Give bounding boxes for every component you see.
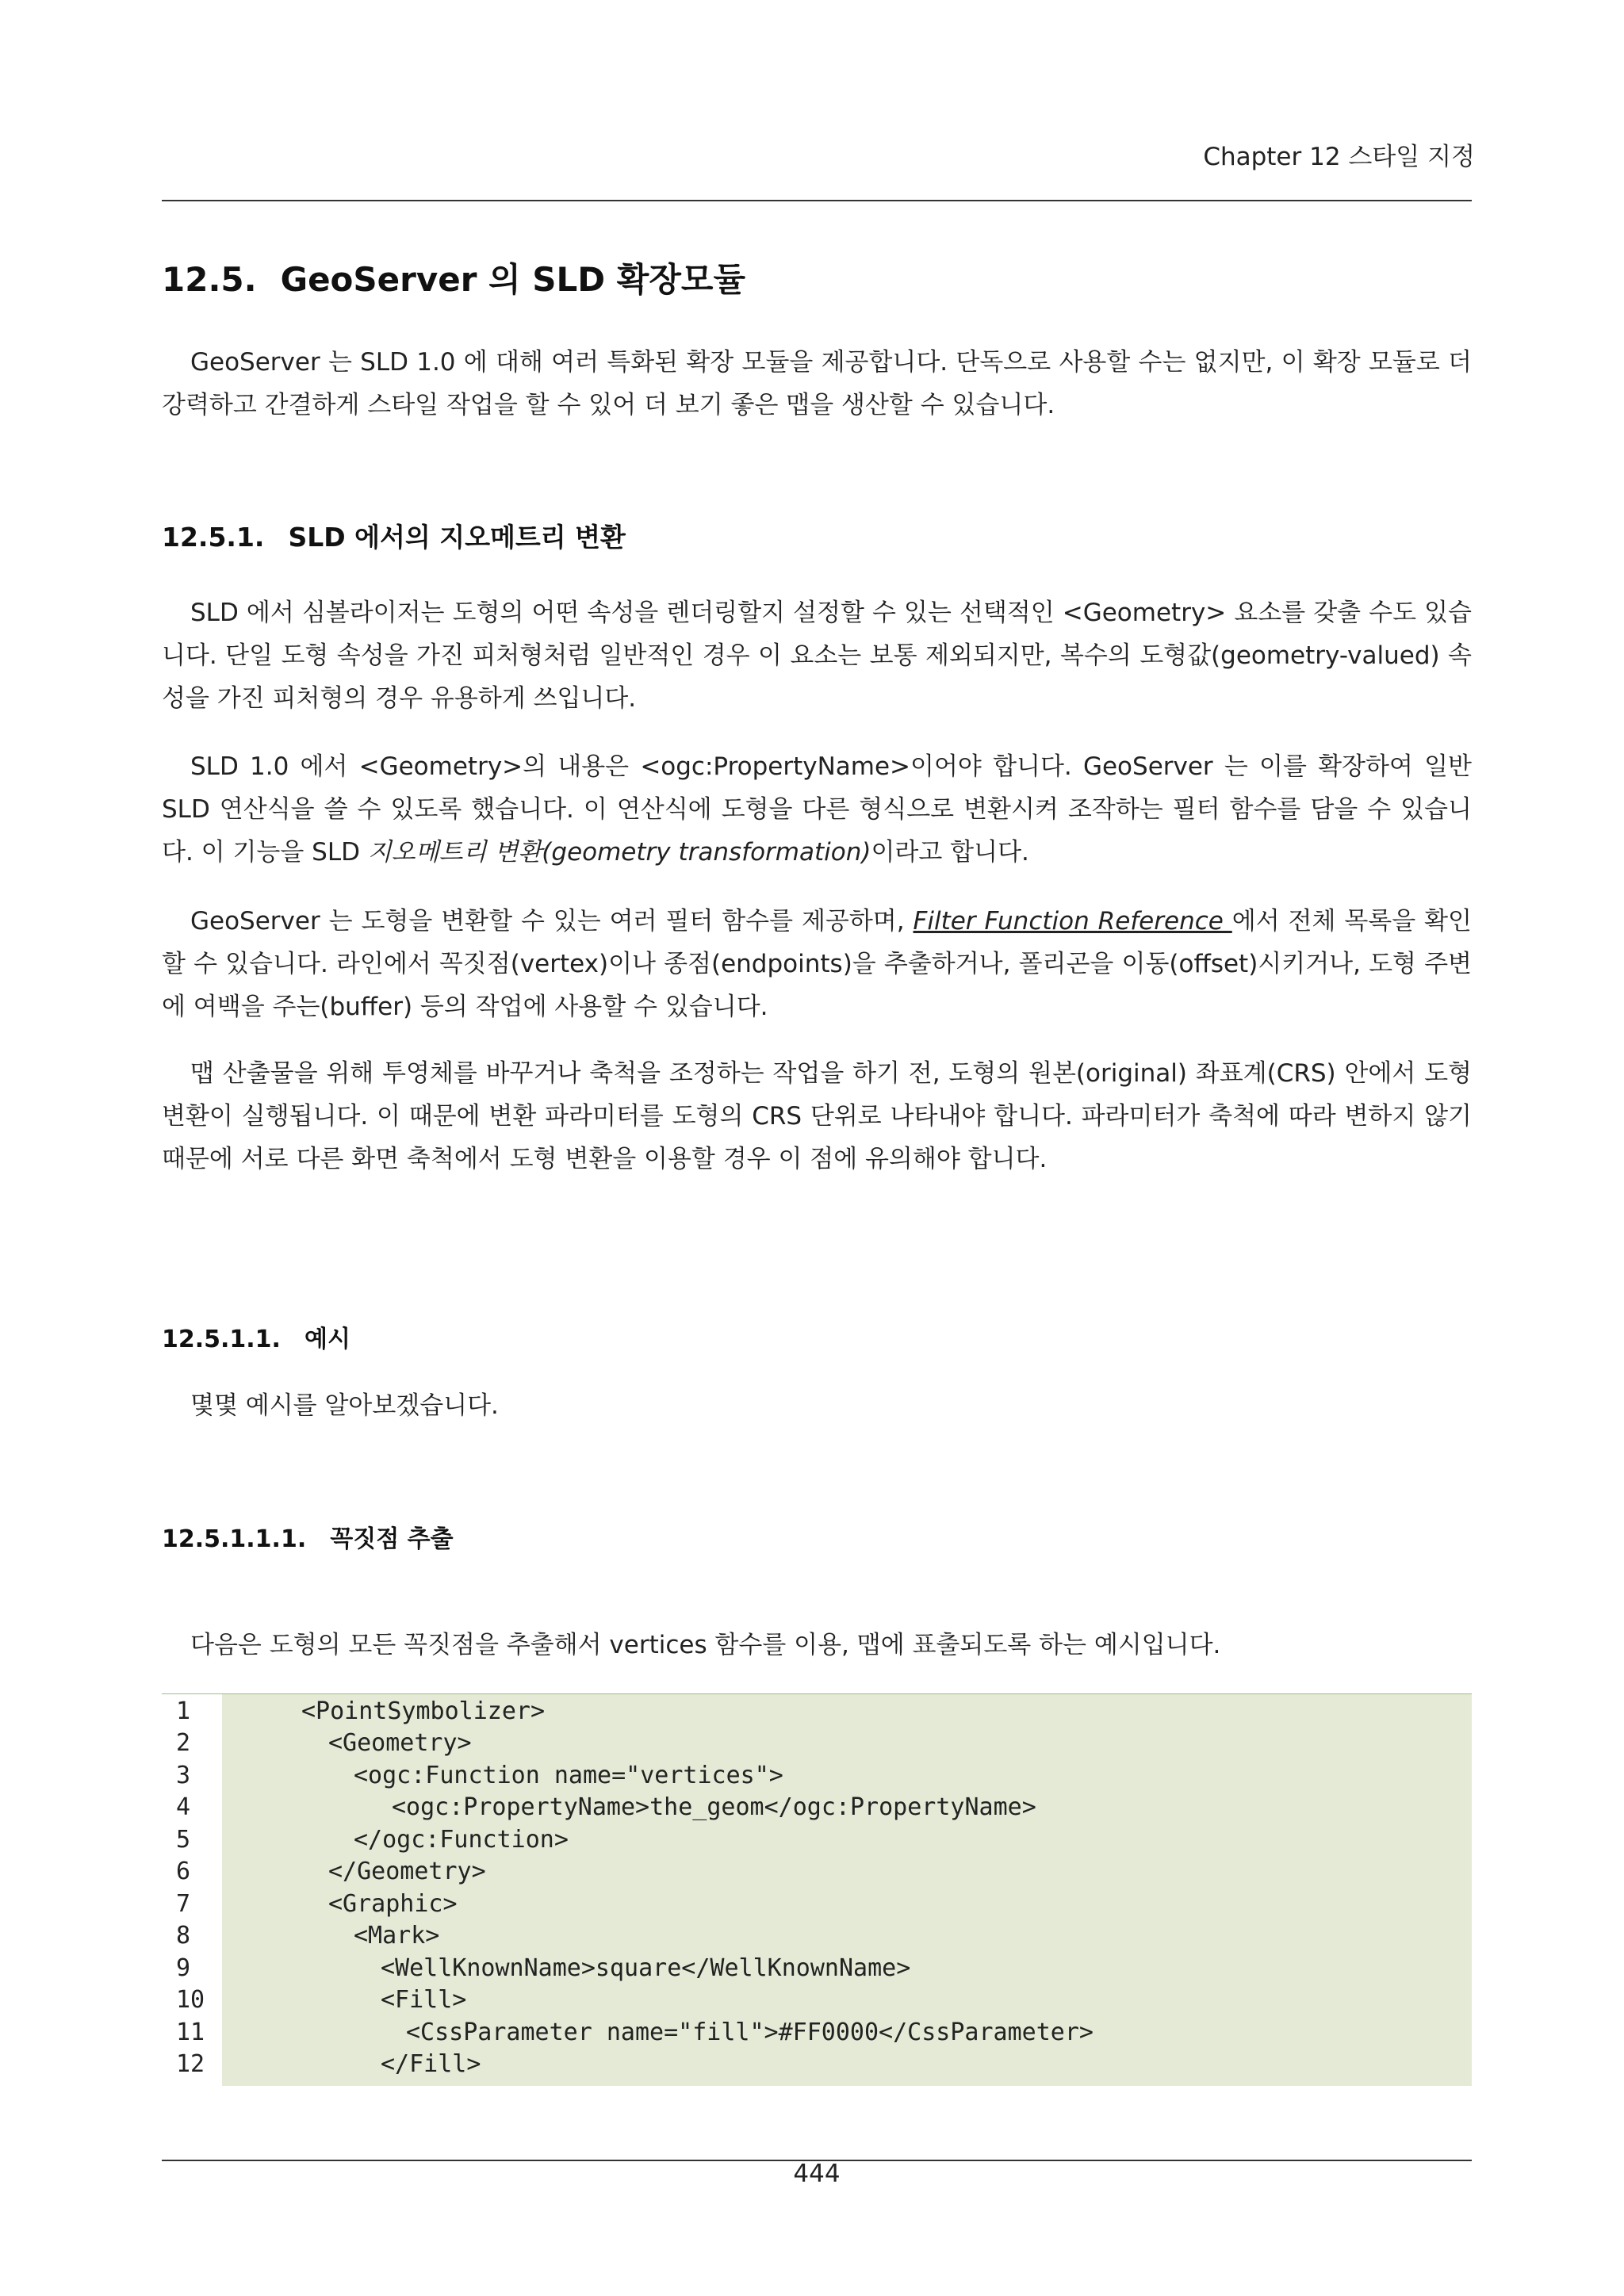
para3-before: SLD 1.0 에서 <Geometry>의 내용은 <ogc:PropertyName>이어야 합니다. GeoServer 는 이를 확장하여 일반 SLD 연산식을 쓸 수 있도록 했습니다. 이 연산식에 도형을 다른 형식으로 변환시켜 조작하는 필터 함수를 담을 수 있습니다. 이 기능을 SLD — [162, 752, 1472, 867]
line-number: 3 — [176, 1762, 191, 1789]
subsection-number: 12.5.1. — [162, 522, 265, 553]
code-block — [162, 1693, 1472, 2086]
geometry-element-paragraph: SLD 에서 심볼라이저는 도형의 어떤 속성을 렌더링할지 설정할 수 있는 선택적인 <Geometry> 요소를 갖출 수도 있습니다. 단일 도형 속성을 가진 피처형처럼 일반적인 경우 이 요소는 보통 제외되지만, 복수의 도형값(geometry-valued) 속성을 가진 피처형의 경우 유용하게 쓰입니다. — [162, 599, 1472, 713]
para4-before: GeoServer 는 도형을 변환할 수 있는 여러 필터 함수를 제공하며, — [190, 907, 914, 936]
code-line: <WellKnownName>square</WellKnownName> — [381, 1954, 911, 1982]
subsection-title: SLD 에서의 지오메트리 변환 — [288, 522, 626, 553]
filter-function-paragraph — [162, 900, 1472, 1028]
extract-heading — [162, 1519, 454, 1554]
extract-number: 12.5.1.1.1. — [162, 1525, 307, 1553]
code-body — [222, 1694, 1472, 2086]
line-number: 11 — [176, 2019, 205, 2046]
line-number: 8 — [176, 1922, 191, 1950]
subsection-heading — [162, 517, 626, 554]
line-number: 7 — [176, 1890, 191, 1918]
code-line: <Mark> — [354, 1922, 440, 1950]
para4-after: 에서 전체 목록을 확인할 수 있습니다. 라인에서 꼭짓점(vertex)이나 종점(endpoints)을 추출하거나, 폴리곤을 이동(offset)시키거나, 도형 주변에 여백을 주는(buffer) 등의 작업에 사용할 수 있습니다. — [162, 907, 1472, 1021]
line-number: 6 — [176, 1858, 191, 1885]
section-heading — [162, 254, 745, 301]
page-number: 444 — [793, 2160, 841, 2188]
filter-function-reference-link[interactable]: Filter Function Reference — [913, 907, 1232, 936]
line-number: 5 — [176, 1826, 191, 1854]
line-number: 10 — [176, 1986, 205, 2014]
code-line: <ogc:PropertyName>the_geom</ogc:PropertyName> — [392, 1793, 1036, 1821]
geometry-transformation-paragraph — [162, 745, 1472, 874]
example-number: 12.5.1.1. — [162, 1326, 281, 1353]
section-number: 12.5. — [162, 260, 257, 299]
crs-paragraph: 맵 산출물을 위해 투영체를 바꾸거나 축척을 조정하는 작업을 하기 전, 도형의 원본(original) 좌표계(CRS) 안에서 도형 변환이 실행됩니다. 이 때문에 변환 파라미터를 도형의 CRS 단위로 나타내야 합니다. 파라미터가 축척에 따라 변하지 않기 때문에 서로 다른 화면 축척에서 도형 변환을 이용할 경우 이 점에 유의해야 합니다. — [162, 1059, 1472, 1173]
line-number: 1 — [176, 1697, 191, 1725]
line-number: 12 — [176, 2050, 205, 2078]
header-rule — [162, 200, 1472, 201]
code-line: </Geometry> — [328, 1858, 486, 1885]
code-line: </ogc:Function> — [354, 1826, 569, 1854]
intro-paragraph: GeoServer 는 SLD 1.0 에 대해 여러 특화된 확장 모듈을 제공합니다. 단독으로 사용할 수는 없지만, 이 확장 모듈로 더 강력하고 간결하게 스타일 작업을 할 수 있어 더 보기 좋은 맵을 생산할 수 있습니다. — [162, 348, 1472, 419]
code-line: </Fill> — [381, 2050, 481, 2078]
example-intro-paragraph: 몇몇 예시를 알아보겠습니다. — [190, 1391, 499, 1420]
code-line-numbers — [162, 1694, 222, 2086]
code-line: <Geometry> — [328, 1729, 472, 1757]
section-title: GeoServer 의 SLD 확장모듈 — [280, 260, 746, 299]
chapter-header: Chapter 12 스타일 지정 — [1203, 143, 1475, 171]
code-line: <ogc:Function name="vertices"> — [354, 1762, 783, 1789]
vertices-paragraph: 다음은 도형의 모든 꼭짓점을 추출해서 vertices 함수를 이용, 맵에 표출되도록 하는 예시입니다. — [190, 1631, 1221, 1659]
code-line: <Fill> — [381, 1986, 467, 2014]
example-title: 예시 — [304, 1326, 350, 1353]
line-number: 2 — [176, 1729, 191, 1757]
line-number: 9 — [176, 1954, 191, 1982]
para3-italic-term: 지오메트리 변환(geometry transformation) — [367, 838, 871, 867]
example-heading — [162, 1319, 350, 1354]
para3-after: 이라고 합니다. — [871, 838, 1029, 867]
line-number: 4 — [176, 1793, 191, 1821]
code-line: <Graphic> — [328, 1890, 458, 1918]
code-line: <PointSymbolizer> — [301, 1697, 546, 1725]
extract-title: 꼭짓점 추출 — [330, 1525, 454, 1553]
code-line: <CssParameter name="fill">#FF0000</CssParameter> — [406, 2019, 1094, 2046]
